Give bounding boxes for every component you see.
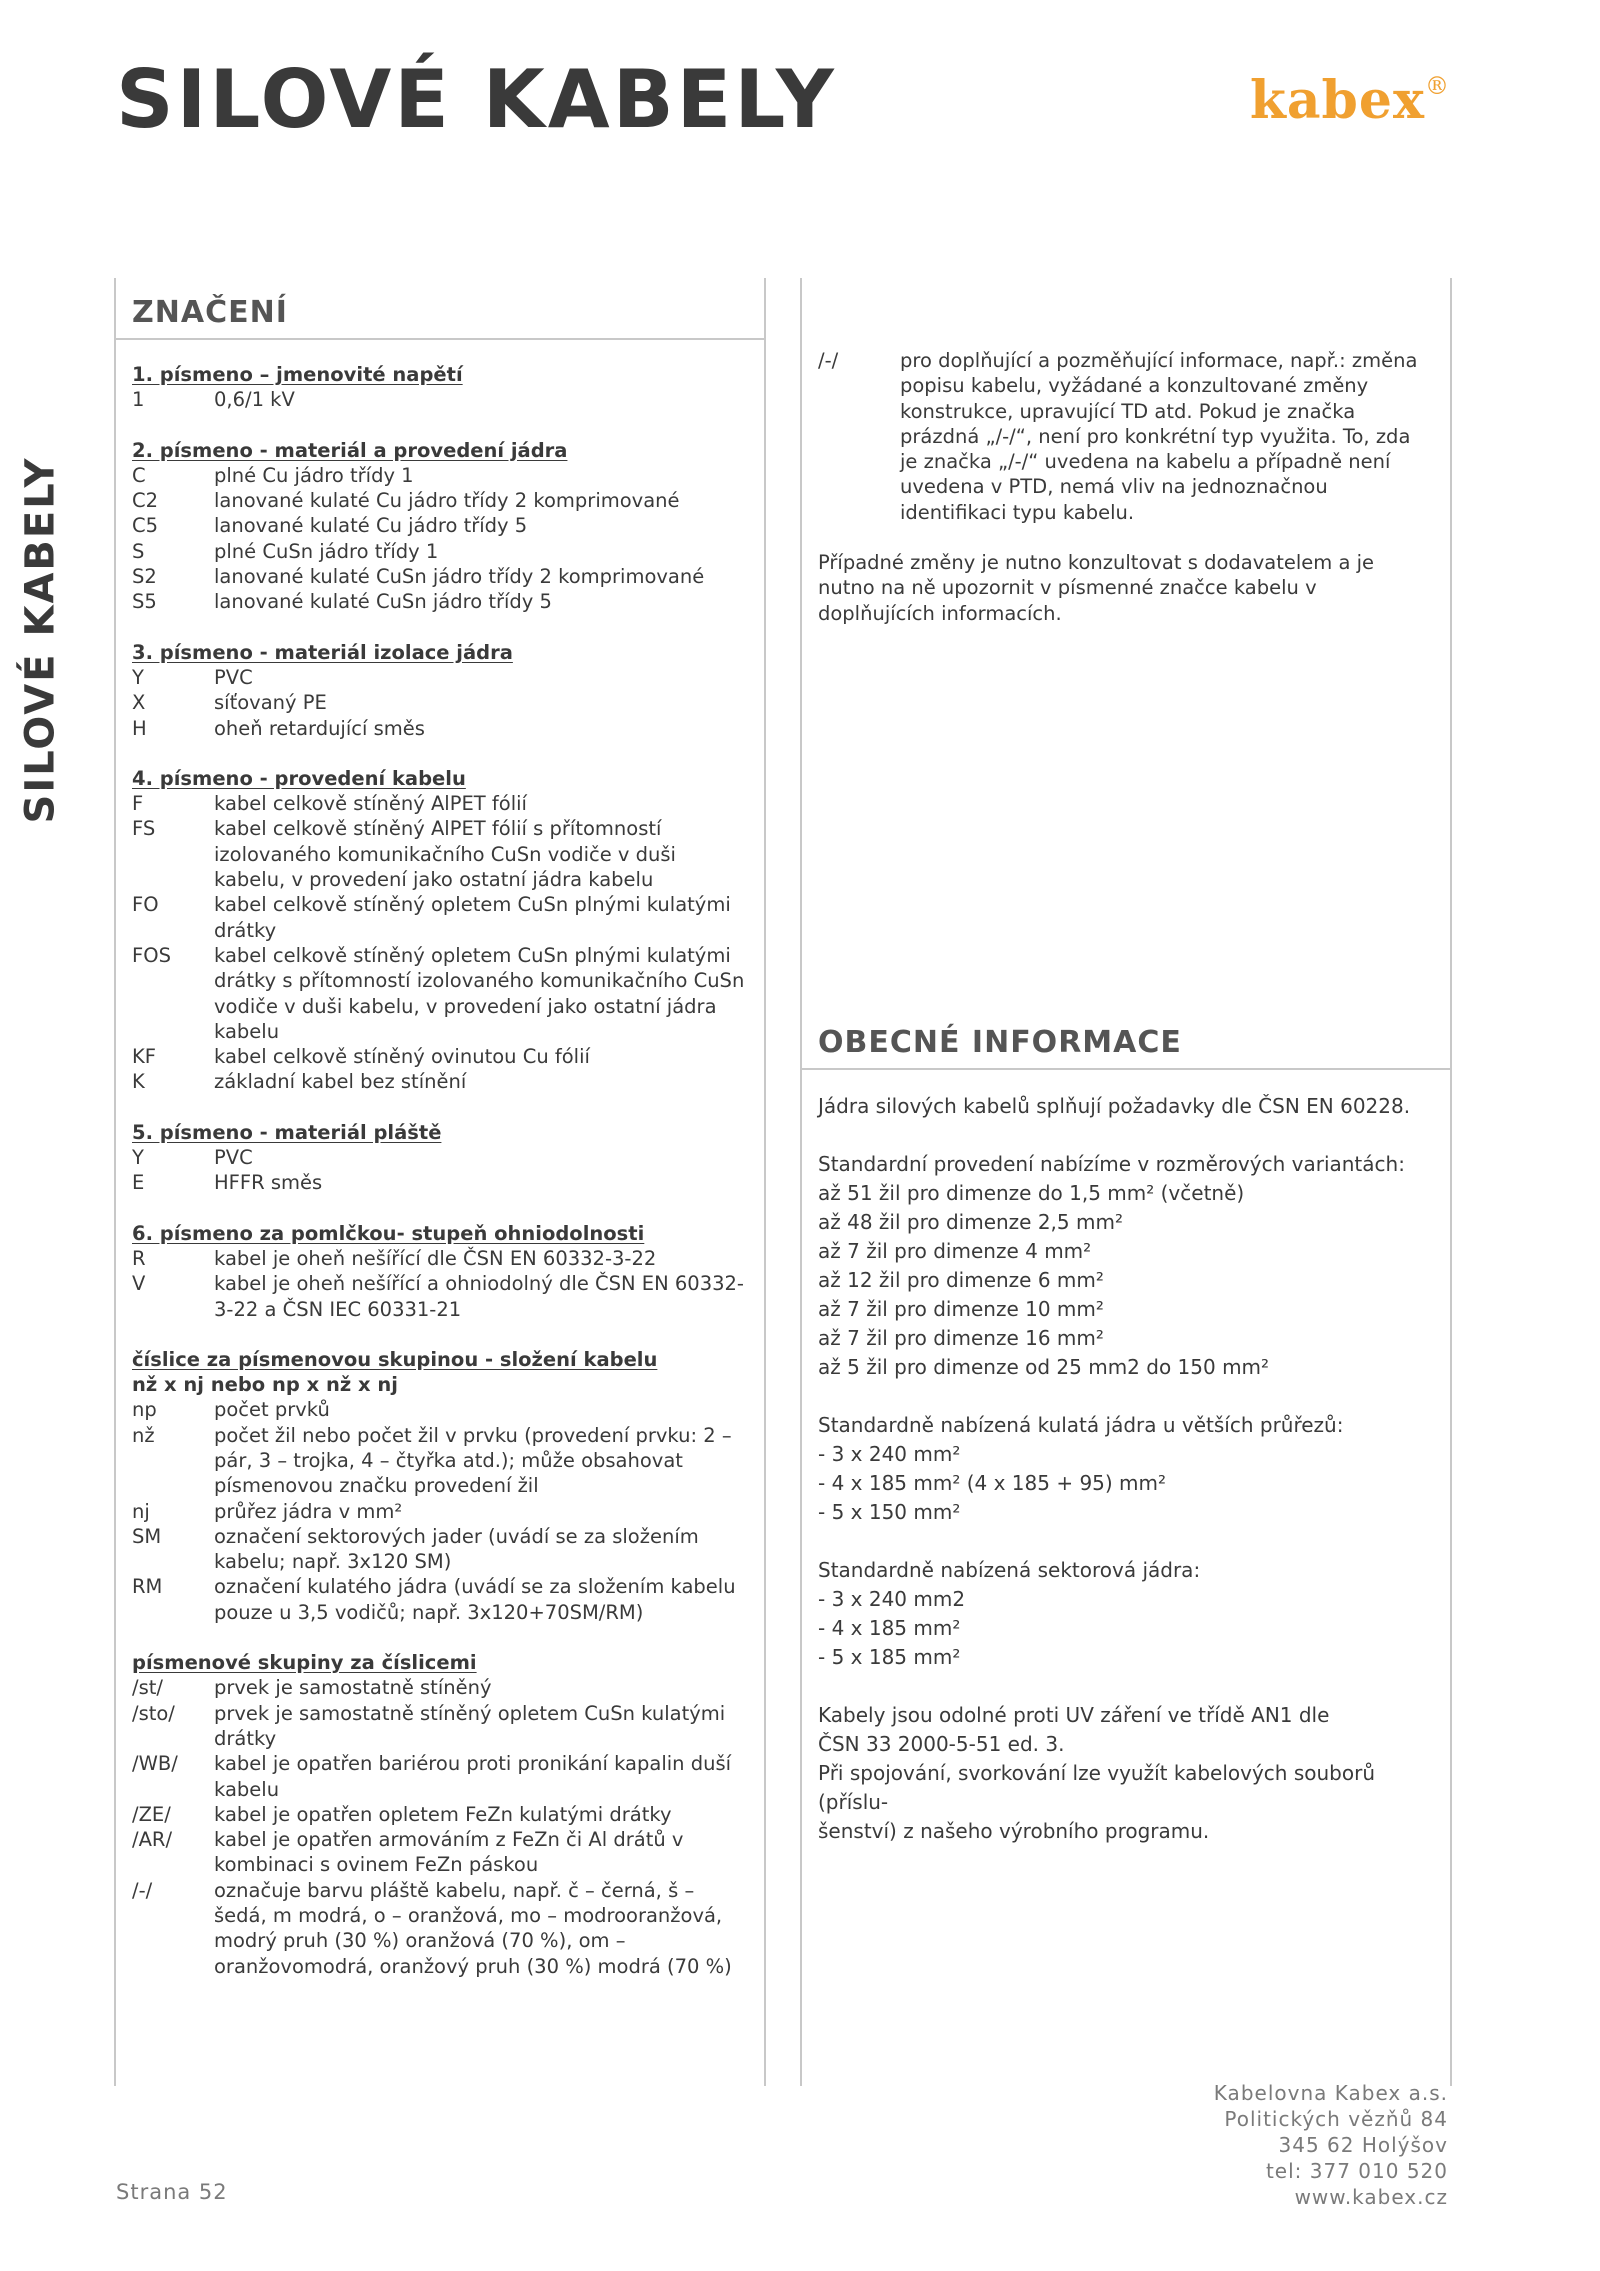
section-title-znaceni: ZNAČENÍ — [116, 288, 764, 340]
marking-row — [132, 1423, 764, 1499]
definition-desc: pro doplňující a pozměňující informace, např.: změna popisu kabelu, vyžádané a konzultované změny konstrukce, upravující TD atd. Pokud je značka prázdná „/-/“, není pro konkrétní typ využita. To, zda je značka „/-/“ uvedena na kabelu a případně není uvedena v PTD, nemá vliv na jednoznačnou identifikaci typu kabelu. — [900, 349, 1418, 524]
marking-row — [132, 1878, 764, 1979]
marking-row — [132, 1574, 764, 1625]
marking-code: FOS — [132, 943, 171, 967]
marking-desc: oheň retardující směs — [214, 716, 425, 740]
marking-desc: označuje barvu pláště kabelu, např. č – černá, š – šedá, m modrá, o – oranžová, mo – modrooranžová, modrý pruh (30 %) oranžová (70 %), om – oranžovomodrá, oranžový pruh (30 %) modrá (70 %) — [214, 1878, 732, 1978]
marking-row — [132, 816, 764, 892]
marking-desc: lanované kulaté Cu jádro třídy 2 komprimované — [214, 489, 680, 513]
definition-code: /-/ — [818, 349, 839, 372]
marking-desc: PVC — [214, 665, 253, 689]
info-line: - 5 x 185 mm² — [818, 1645, 961, 1669]
info-line: Standardně nabízená kulatá jádra u větších průřezů: — [818, 1413, 1344, 1437]
marking-desc: počet žil nebo počet žil v prvku (provedení prvku: 2 – pár, 3 – trojka, 4 – čtyřka atd.); může obsahovat písmenovou značku provedení žil — [214, 1423, 732, 1498]
info-line: až 51 žil pro dimenze do 1,5 mm² (včetně) — [818, 1181, 1245, 1205]
marking-desc: kabel celkově stíněný opletem CuSn plnými kulatými drátky — [214, 893, 731, 942]
marking-code: F — [132, 792, 144, 816]
marking-desc: HFFR směs — [214, 1171, 323, 1195]
composition-formula: nž x nj nebo np x nž x nj — [132, 1373, 398, 1397]
marking-code: Y — [132, 665, 144, 689]
marking-code: /sto/ — [132, 1701, 175, 1725]
marking-row — [132, 1827, 764, 1878]
marking-row — [132, 716, 764, 741]
registered-mark: ® — [1425, 72, 1450, 100]
info-block — [818, 1150, 1436, 1382]
page-number: Strana 52 — [116, 2180, 228, 2204]
marking-row — [132, 539, 764, 564]
marking-desc: prvek je samostatně stíněný — [214, 1676, 492, 1700]
marking-row — [132, 1069, 764, 1094]
marking-code: Y — [132, 1146, 144, 1170]
marking-code: np — [132, 1398, 157, 1422]
marking-desc: lanované kulaté CuSn jádro třídy 2 komprimované — [214, 565, 705, 589]
definition-row — [818, 348, 1436, 525]
marking-code: E — [132, 1171, 145, 1195]
logo-text: kabex — [1249, 70, 1425, 131]
info-line: až 48 žil pro dimenze 2,5 mm² — [818, 1210, 1123, 1234]
company-address — [1214, 2080, 1448, 2210]
marking-row — [132, 589, 764, 614]
marking-group — [132, 766, 764, 1095]
marking-group — [132, 438, 764, 615]
marking-code: nj — [132, 1499, 150, 1523]
marking-desc: plné Cu jádro třídy 1 — [214, 463, 414, 487]
marking-group-title: 1. písmeno – jmenovité napětí — [132, 363, 463, 386]
marking-row — [132, 1751, 764, 1802]
marking-desc: kabel celkově stíněný AlPET fólií s přítomností izolovaného komunikačního CuSn vodiče v duši kabelu, v provedení jako ostatní jádra kabelu — [214, 817, 676, 892]
info-line: Při spojování, svorkování lze využít kabelových souborů (příslu- — [818, 1761, 1375, 1814]
marking-desc: kabel je opatřen armováním z FeZn či Al drátů v kombinaci s ovinem FeZn páskou — [214, 1828, 684, 1877]
marking-row — [132, 387, 764, 412]
address-line: 345 62 Holýšov — [1278, 2133, 1448, 2157]
info-line: - 4 x 185 mm² — [818, 1616, 961, 1640]
info-line: - 3 x 240 mm² — [818, 1442, 961, 1466]
marking-code: RM — [132, 1575, 163, 1599]
info-block — [818, 1556, 1436, 1672]
marking-row — [132, 1246, 764, 1271]
marking-desc: kabel je oheň nešířící dle ČSN EN 60332-3-22 — [214, 1246, 657, 1270]
marking-code: C5 — [132, 514, 159, 538]
marking-code: H — [132, 716, 147, 740]
marking-row — [132, 1271, 764, 1322]
address-line: Kabelovna Kabex a.s. — [1213, 2081, 1448, 2105]
column-left — [114, 278, 766, 2086]
marking-code: SM — [132, 1524, 162, 1548]
marking-desc: označení kulatého jádra (uvádí se za složením kabelu pouze u 3,5 vodičů; např. 3x120+70SM/RM) — [214, 1575, 736, 1624]
marking-row — [132, 943, 764, 1044]
side-title — [18, 430, 62, 850]
marking-row — [132, 1524, 764, 1575]
marking-desc: průřez jádra v mm² — [214, 1499, 403, 1523]
marking-code: FO — [132, 893, 159, 917]
address-line: tel: 377 010 520 — [1265, 2159, 1448, 2183]
note-paragraph: Případné změny je nutno konzultovat s dodavatelem a je nutno na ně upozornit v písmenné značce kabelu v doplňujících informacích. — [818, 551, 1375, 625]
info-line: až 7 žil pro dimenze 16 mm² — [818, 1326, 1104, 1350]
info-block — [818, 1411, 1436, 1527]
marking-code: /WB/ — [132, 1752, 178, 1776]
info-block — [818, 1701, 1436, 1846]
marking-code: FS — [132, 817, 156, 841]
marking-desc: základní kabel bez stínění — [214, 1070, 467, 1094]
info-line: až 7 žil pro dimenze 10 mm² — [818, 1297, 1104, 1321]
marking-code: /AR/ — [132, 1828, 173, 1852]
info-line: - 3 x 240 mm2 — [818, 1587, 966, 1611]
info-line: Kabely jsou odolné proti UV záření ve třídě AN1 dle — [818, 1703, 1330, 1727]
marking-row — [132, 513, 764, 538]
marking-row — [132, 1145, 764, 1170]
right-top-content — [802, 278, 1450, 1018]
marking-desc: lanované kulaté CuSn jádro třídy 5 — [214, 590, 552, 614]
marking-group-title: 4. písmeno - provedení kabelu — [132, 766, 466, 790]
marking-code: C2 — [132, 489, 159, 513]
marking-group-title: 5. písmeno - materiál pláště — [132, 1120, 442, 1144]
marking-group — [132, 1347, 764, 1625]
marking-desc: kabel celkově stíněný ovinutou Cu fólií — [214, 1045, 590, 1069]
marking-desc: kabel je opatřen bariérou proti pronikání kapalin duší kabelu — [214, 1752, 732, 1801]
column-right — [800, 278, 1452, 2086]
info-line: - 5 x 150 mm² — [818, 1500, 961, 1524]
marking-row — [132, 1802, 764, 1827]
marking-code: nž — [132, 1423, 155, 1447]
info-line: Standardní provedení nabízíme v rozměrových variantách: — [818, 1152, 1405, 1176]
marking-desc: kabel je oheň nešířící a ohniodolný dle ČSN EN 60332-3-22 a ČSN IEC 60331-21 — [214, 1272, 744, 1321]
section-title-obecne-informace: OBECNÉ INFORMACE — [802, 1018, 1450, 1070]
kabex-logo — [1250, 70, 1450, 131]
marking-code: K — [132, 1070, 145, 1094]
marking-code: /ZE/ — [132, 1802, 171, 1826]
marking-desc: počet prvků — [214, 1398, 330, 1422]
marking-code: /-/ — [132, 1878, 153, 1902]
marking-group-title: 6. písmeno za pomlčkou- stupeň ohniodolnosti — [132, 1221, 645, 1245]
marking-content — [116, 340, 764, 1979]
marking-code: /st/ — [132, 1676, 163, 1700]
marking-row — [132, 488, 764, 513]
marking-row — [132, 564, 764, 589]
info-line: šenství) z našeho výrobního programu. — [818, 1819, 1210, 1843]
info-line: ČSN 33 2000-5-51 ed. 3. — [818, 1732, 1065, 1756]
marking-desc: kabel celkově stíněný opletem CuSn plnými kulatými drátky s přítomností izolovaného komunikačního CuSn vodiče v duši kabelu, v provedení jako ostatní jádra kabelu — [214, 943, 745, 1043]
marking-desc: plné CuSn jádro třídy 1 — [214, 539, 439, 563]
marking-code: S5 — [132, 590, 157, 614]
address-line: Politických vězňů 84 — [1224, 2107, 1448, 2131]
marking-group — [132, 1221, 764, 1322]
marking-desc: označení sektorových jader (uvádí se za složením kabelu; např. 3x120 SM) — [214, 1524, 699, 1574]
marking-row — [132, 892, 764, 943]
info-line: Standardně nabízená sektorová jádra: — [818, 1558, 1201, 1582]
marking-group — [132, 1650, 764, 1979]
marking-row — [132, 463, 764, 488]
page-title: SILOVÉ KABELY — [116, 53, 837, 146]
marking-group — [132, 640, 764, 741]
info-line: až 7 žil pro dimenze 4 mm² — [818, 1239, 1092, 1263]
marking-desc: prvek je samostatně stíněný opletem CuSn kulatými drátky — [214, 1701, 726, 1750]
marking-group-title: 3. písmeno - materiál izolace jádra — [132, 640, 513, 664]
info-block — [818, 1092, 1436, 1121]
side-title-text: SILOVÉ KABELY — [17, 456, 64, 824]
marking-group-title: 2. písmeno - materiál a provedení jádra — [132, 438, 568, 462]
marking-desc: síťovaný PE — [214, 691, 327, 715]
info-line: - 4 x 185 mm² (4 x 185 + 95) mm² — [818, 1471, 1167, 1495]
general-info-content — [802, 1070, 1450, 1846]
marking-group-title: číslice za písmenovou skupinou - složení kabelu — [132, 1347, 658, 1371]
marking-code: S2 — [132, 565, 157, 589]
marking-row — [132, 1499, 764, 1524]
marking-code: X — [132, 691, 146, 715]
marking-row — [132, 791, 764, 816]
marking-group — [132, 1120, 764, 1196]
marking-desc: 0,6/1 kV — [214, 388, 295, 412]
marking-code: 1 — [132, 388, 145, 412]
address-line: www.kabex.cz — [1294, 2185, 1448, 2209]
marking-row — [132, 1170, 764, 1195]
marking-code: S — [132, 539, 145, 563]
marking-desc: lanované kulaté Cu jádro třídy 5 — [214, 514, 528, 538]
marking-code: V — [132, 1272, 146, 1296]
info-line: až 12 žil pro dimenze 6 mm² — [818, 1268, 1104, 1292]
info-line: Jádra silových kabelů splňují požadavky dle ČSN EN 60228. — [818, 1094, 1411, 1118]
marking-row — [132, 1397, 764, 1422]
marking-desc: PVC — [214, 1146, 253, 1170]
marking-row — [132, 665, 764, 690]
marking-code: R — [132, 1246, 146, 1270]
marking-group-title: písmenové skupiny za číslicemi — [132, 1651, 477, 1675]
info-line: až 5 žil pro dimenze od 25 mm2 do 150 mm² — [818, 1355, 1270, 1379]
marking-row — [132, 1044, 764, 1069]
marking-row — [132, 1701, 764, 1752]
marking-group — [132, 362, 764, 413]
marking-row — [132, 1675, 764, 1700]
marking-row — [132, 690, 764, 715]
marking-desc: kabel celkově stíněný AlPET fólií — [214, 792, 527, 816]
marking-desc: kabel je opatřen opletem FeZn kulatými drátky — [214, 1802, 672, 1826]
marking-code: KF — [132, 1045, 157, 1069]
marking-code: C — [132, 463, 146, 487]
